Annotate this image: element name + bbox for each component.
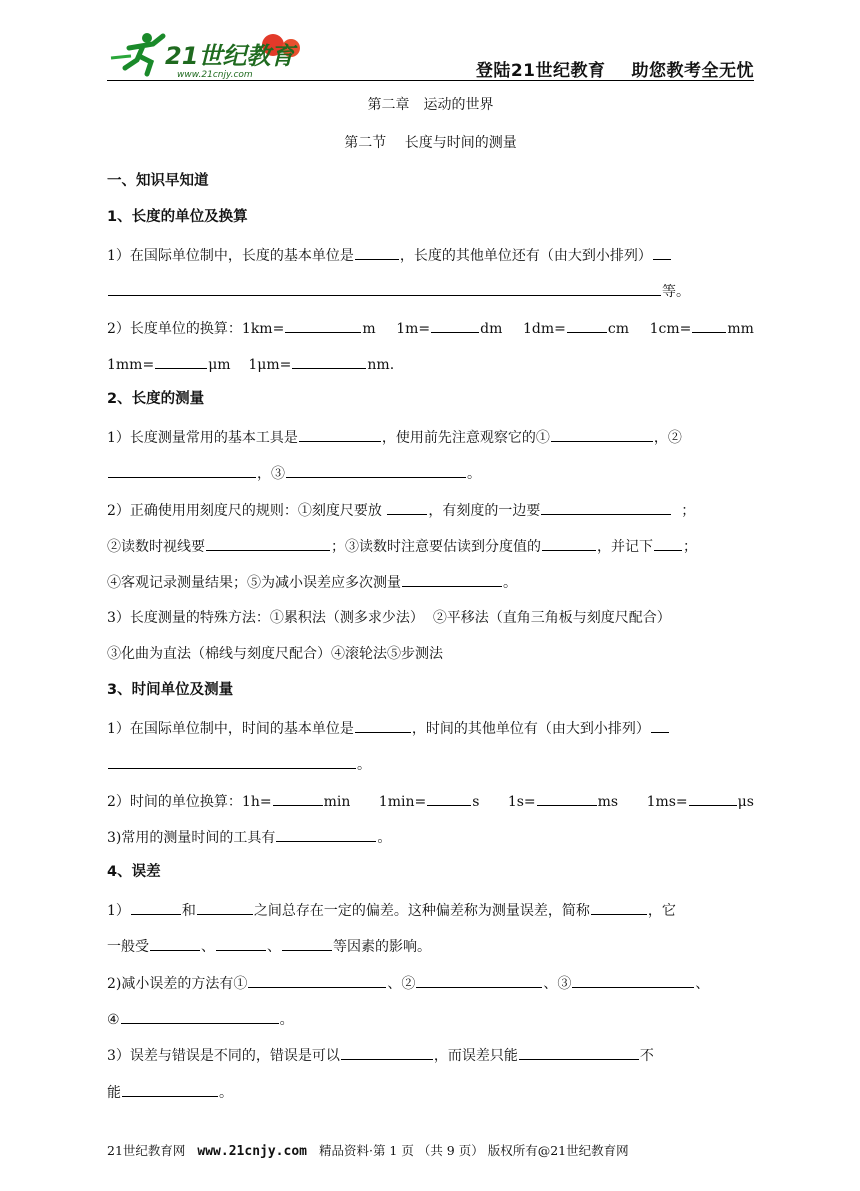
answer-blank[interactable] xyxy=(519,1045,639,1060)
answer-blank[interactable] xyxy=(122,1082,218,1097)
heading-overview: 一、知识早知道 xyxy=(107,173,209,189)
heading-length-units: 1、长度的单位及换算 xyxy=(107,209,248,225)
measure-line-3: 2）正确使用用刻度尺的规则：①刻度尺要放 ，有刻度的一边要 ； xyxy=(107,500,754,520)
answer-blank[interactable] xyxy=(653,245,671,260)
answer-blank[interactable] xyxy=(402,572,502,587)
text: nm. xyxy=(367,357,395,373)
length-units-line-2 xyxy=(107,281,754,301)
answer-blank[interactable] xyxy=(108,281,661,296)
error-line-5: 3）误差与错误是不同的，错误是可以 ，而误差只能 不 xyxy=(107,1045,754,1065)
header-slogan xyxy=(450,56,754,81)
answer-blank[interactable] xyxy=(285,318,361,333)
answer-blank[interactable] xyxy=(206,536,330,551)
measure-line-2: ，③ 。 xyxy=(107,463,754,483)
measure-line-4: ②读数时视线要 ；③读数时注意要估读到分度值的 ，并记下 ； xyxy=(107,536,754,556)
answer-blank[interactable] xyxy=(537,791,597,806)
answer-blank[interactable] xyxy=(299,427,381,442)
answer-blank[interactable] xyxy=(155,354,207,369)
measure-line-7: ③化曲为直法（棉线与刻度尺配合）④滚轮法⑤步测法 xyxy=(107,646,443,662)
answer-blank[interactable] xyxy=(689,791,737,806)
running-man-icon xyxy=(111,33,163,74)
answer-blank[interactable] xyxy=(273,791,323,806)
answer-blank[interactable] xyxy=(355,245,399,260)
measure-line-6: 3）长度测量的特殊方法：①累积法（测多求少法） ②平移法（直角三角板与刻度尺配合） xyxy=(107,610,671,626)
answer-blank[interactable] xyxy=(651,718,669,733)
answer-blank[interactable] xyxy=(355,718,411,733)
text: 1μm= xyxy=(248,357,292,373)
time-line-2: 。 xyxy=(107,754,754,774)
answer-blank[interactable] xyxy=(131,900,181,915)
error-line-1: 1） 和 之间总存在一定的偏差。这种偏差称为测量误差，简称 ，它 xyxy=(107,900,754,920)
answer-blank[interactable] xyxy=(551,427,653,442)
page-footer xyxy=(107,1141,754,1159)
error-line-6: 能 。 xyxy=(107,1082,754,1102)
answer-blank[interactable] xyxy=(572,973,694,988)
text: 等。 xyxy=(662,284,690,300)
text: ，长度的其他单位还有（由大到小排列） xyxy=(399,248,652,264)
answer-blank[interactable] xyxy=(282,936,332,951)
answer-blank[interactable] xyxy=(431,318,479,333)
heading-error: 4、误差 xyxy=(107,864,161,880)
error-line-4: ④ 。 xyxy=(107,1009,754,1029)
time-tools: 3)常用的测量时间的工具有 。 xyxy=(107,827,754,847)
logo-text: 21世纪教育 xyxy=(165,42,295,70)
length-units-line-1 xyxy=(107,245,754,265)
length-conversion-line-1 xyxy=(107,318,754,338)
answer-blank[interactable] xyxy=(150,936,200,951)
answer-blank[interactable] xyxy=(416,973,542,988)
conv-s: 1s= ms xyxy=(508,791,618,811)
text: μm xyxy=(208,357,231,373)
heading-length-measure: 2、长度的测量 xyxy=(107,391,205,407)
answer-blank[interactable] xyxy=(216,936,266,951)
text: 1）在国际单位制中，长度的基本单位是 xyxy=(107,248,354,264)
slogan-left: 登陆21世纪教育 xyxy=(475,61,606,81)
header-rule xyxy=(107,80,754,81)
answer-blank[interactable] xyxy=(248,973,386,988)
conv-min: 1min= s xyxy=(379,791,480,811)
conv-km: 2）长度单位的换算：1km= m xyxy=(107,318,376,338)
answer-blank[interactable] xyxy=(108,754,356,769)
text: 1mm= xyxy=(107,357,155,373)
heading-time: 3、时间单位及测量 xyxy=(107,682,234,698)
section-title: 第二节 长度与时间的测量 xyxy=(344,135,517,151)
logo-url: www.21cnjy.com xyxy=(177,70,253,80)
slogan-right: 助您教考全无忧 xyxy=(631,61,754,81)
measure-line-5: ④客观记录测量结果；⑤为减小误差应多次测量 。 xyxy=(107,572,754,592)
length-conversion-line-2 xyxy=(107,354,754,374)
page-header xyxy=(107,28,754,82)
error-line-2: 一般受 、 、 等因素的影响。 xyxy=(107,936,754,956)
measure-line-1: 1）长度测量常用的基本工具是 ，使用前先注意观察它的① ，② xyxy=(107,427,754,447)
time-conversion xyxy=(107,791,754,811)
conv-h: 2）时间的单位换算：1h= min xyxy=(107,791,350,811)
answer-blank[interactable] xyxy=(197,900,253,915)
answer-blank[interactable] xyxy=(341,1045,433,1060)
footer-info: 精品资料·第 1 页 （共 9 页） 版权所有@21世纪教育网 xyxy=(318,1143,629,1158)
answer-blank[interactable] xyxy=(542,536,596,551)
answer-blank[interactable] xyxy=(108,463,256,478)
answer-blank[interactable] xyxy=(286,463,466,478)
answer-blank[interactable] xyxy=(276,827,376,842)
answer-blank[interactable] xyxy=(654,536,682,551)
footer-url[interactable]: www.21cnjy.com xyxy=(197,1144,307,1159)
conv-ms: 1ms= μs xyxy=(647,791,754,811)
answer-blank[interactable] xyxy=(567,318,607,333)
conv-m: 1m= dm xyxy=(396,318,502,338)
conv-dm: 1dm= cm xyxy=(523,318,629,338)
chapter-title: 第二章 运动的世界 xyxy=(367,97,494,113)
21cnjy-logo xyxy=(107,28,307,80)
conv-cm: 1cm= mm xyxy=(650,318,754,338)
answer-blank[interactable] xyxy=(541,500,671,515)
answer-blank[interactable] xyxy=(427,791,471,806)
footer-site: 21世纪教育网 xyxy=(107,1143,186,1158)
error-line-3: 2)减小误差的方法有① 、② 、③ 、 xyxy=(107,973,754,993)
answer-blank[interactable] xyxy=(591,900,647,915)
answer-blank[interactable] xyxy=(692,318,726,333)
answer-blank[interactable] xyxy=(292,354,366,369)
time-line-1: 1）在国际单位制中，时间的基本单位是 ，时间的其他单位有（由大到小排列） xyxy=(107,718,754,738)
answer-blank[interactable] xyxy=(121,1009,279,1024)
answer-blank[interactable] xyxy=(387,500,427,515)
